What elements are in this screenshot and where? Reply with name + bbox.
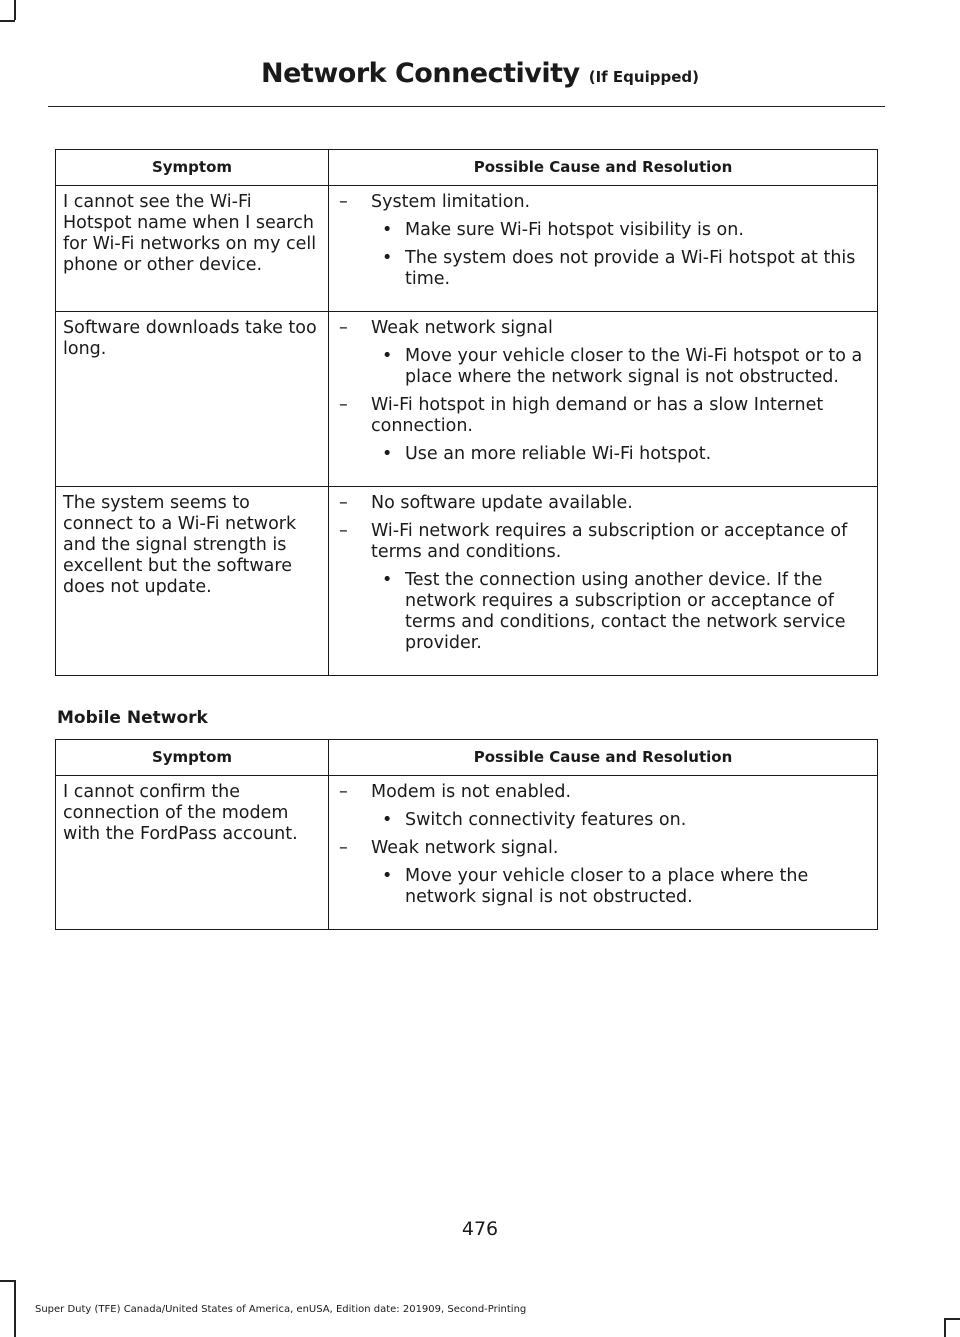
bullet-marker: • <box>382 346 393 366</box>
table-row <box>56 776 878 930</box>
footer-text: Super Duty (TFE) Canada/United States of America, enUSA, Edition date: 201909, Second-Printing <box>35 1304 527 1315</box>
cause-item <box>337 838 871 859</box>
resolution-text: Move your vehicle closer to the Wi-Fi hotspot or to a place where the network signal is not obstructed. <box>405 346 863 387</box>
resolution-item <box>337 220 871 241</box>
section-heading: Mobile Network <box>57 708 208 728</box>
page-header <box>0 58 960 89</box>
column-header-cause: Possible Cause and Resolution <box>329 150 878 186</box>
bullet-marker: • <box>382 570 393 590</box>
resolution-text: Make sure Wi-Fi hotspot visibility is on. <box>405 220 744 240</box>
crop-mark <box>14 1280 16 1337</box>
cause-text: System limitation. <box>371 192 531 212</box>
cause-item <box>337 395 871 437</box>
table-row <box>56 186 878 312</box>
page-title: Network Connectivity <box>261 58 580 89</box>
crop-mark <box>0 20 15 22</box>
table-row <box>56 487 878 676</box>
cause-item <box>337 318 871 339</box>
crop-mark <box>14 0 16 20</box>
table-row <box>56 312 878 487</box>
page-subtitle: (If Equipped) <box>588 68 699 86</box>
resolution-item <box>337 866 871 908</box>
bullet-marker: • <box>382 220 393 240</box>
dash-marker: – <box>339 318 348 338</box>
dash-marker: – <box>339 838 348 858</box>
crop-mark <box>944 1318 960 1320</box>
resolution-text: Use an more reliable Wi-Fi hotspot. <box>405 444 712 464</box>
crop-mark <box>944 1318 946 1337</box>
column-header-cause: Possible Cause and Resolution <box>329 740 878 776</box>
cause-item <box>337 493 871 514</box>
bullet-marker: • <box>382 810 393 830</box>
dash-marker: – <box>339 192 348 212</box>
dash-marker: – <box>339 395 348 415</box>
cause-text: Weak network signal <box>371 318 553 338</box>
resolution-text: Test the connection using another device. If the network requires a subscription or acceptance of terms and conditions, contact the network service provider. <box>405 570 846 653</box>
header-rule <box>48 106 885 107</box>
dash-marker: – <box>339 493 348 513</box>
cause-cell <box>329 312 878 487</box>
cause-text: Wi-Fi network requires a subscription or acceptance of terms and conditions. <box>371 521 848 562</box>
resolution-item <box>337 570 871 654</box>
column-header-symptom: Symptom <box>56 150 329 186</box>
resolution-text: Switch connectivity features on. <box>405 810 687 830</box>
bullet-marker: • <box>382 444 393 464</box>
page-number: 476 <box>461 1218 499 1240</box>
bullet-marker: • <box>382 866 393 886</box>
symptom-cell: I cannot confirm the connection of the modem with the FordPass account. <box>56 776 329 930</box>
dash-marker: – <box>339 782 348 802</box>
resolution-text: The system does not provide a Wi-Fi hotspot at this time. <box>405 248 856 289</box>
cause-item <box>337 192 871 213</box>
symptom-cell: Software downloads take too long. <box>56 312 329 487</box>
column-header-symptom: Symptom <box>56 740 329 776</box>
troubleshooting-table-wifi <box>55 149 878 676</box>
resolution-item <box>337 444 871 465</box>
cause-cell <box>329 487 878 676</box>
crop-mark <box>0 1280 15 1282</box>
troubleshooting-table-mobile <box>55 739 878 930</box>
bullet-marker: • <box>382 248 393 268</box>
resolution-item <box>337 346 871 388</box>
cause-item <box>337 521 871 563</box>
cause-text: Wi-Fi hotspot in high demand or has a slow Internet connection. <box>371 395 824 436</box>
cause-text: Weak network signal. <box>371 838 559 858</box>
dash-marker: – <box>339 521 348 541</box>
cause-cell <box>329 776 878 930</box>
cause-text: No software update available. <box>371 493 633 513</box>
cause-item <box>337 782 871 803</box>
cause-text: Modem is not enabled. <box>371 782 572 802</box>
resolution-item <box>337 810 871 831</box>
table-header-row <box>56 150 878 186</box>
resolution-item <box>337 248 871 290</box>
symptom-cell: The system seems to connect to a Wi-Fi network and the signal strength is excellent but the software does not update. <box>56 487 329 676</box>
resolution-text: Move your vehicle closer to a place where the network signal is not obstructed. <box>405 866 809 907</box>
table-header-row <box>56 740 878 776</box>
cause-cell <box>329 186 878 312</box>
symptom-cell: I cannot see the Wi-Fi Hotspot name when I search for Wi-Fi networks on my cell phone or other device. <box>56 186 329 312</box>
